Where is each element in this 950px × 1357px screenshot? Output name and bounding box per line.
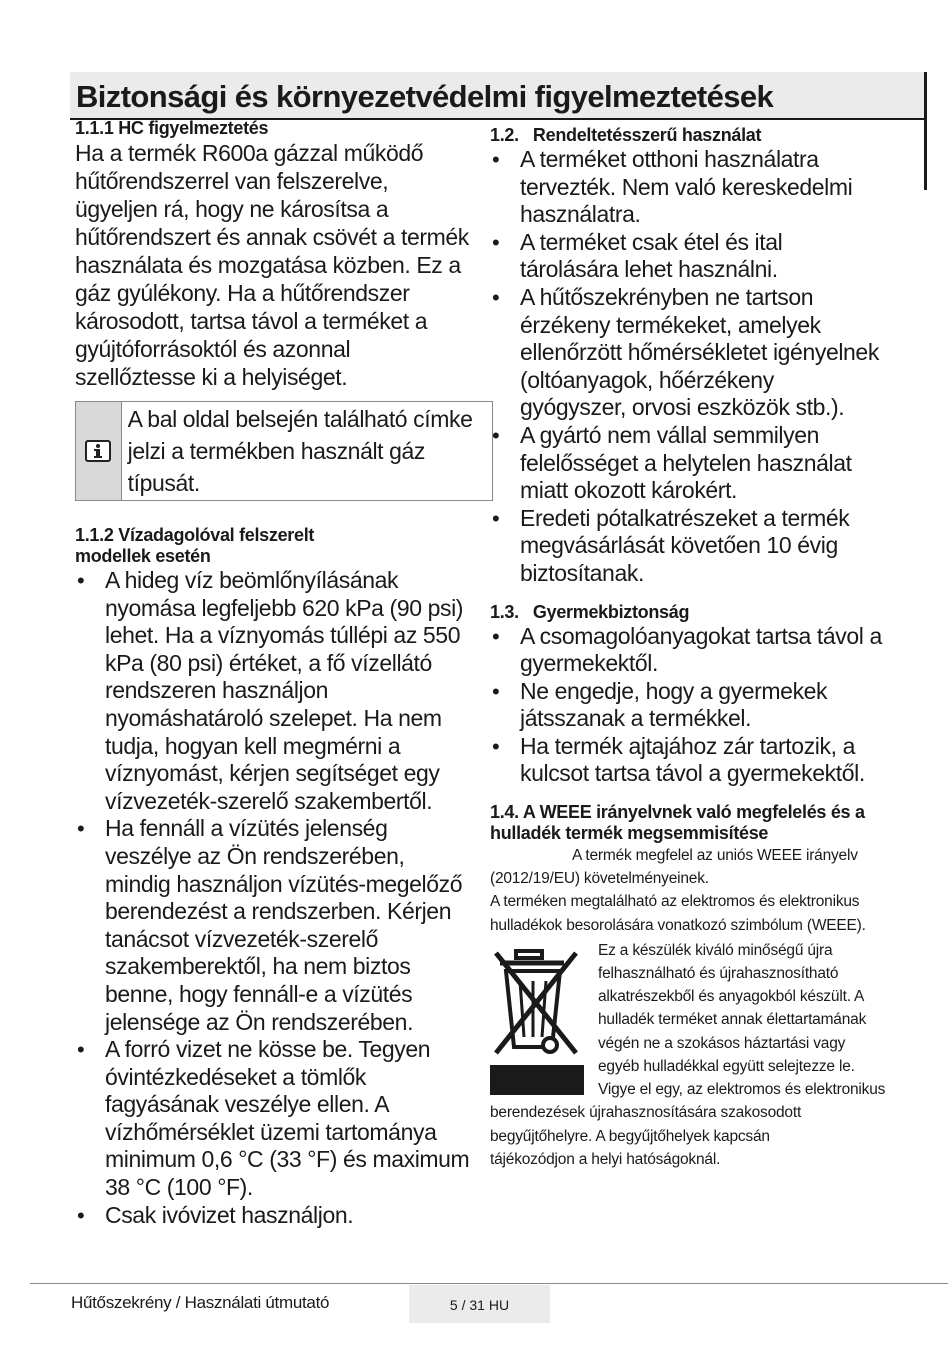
- list-item-text: A forró vizet ne kösse be. Tegyen óvintézkedéseket a tömlők fagyásának veszélye ellen. A vízhőmérséklet üzemi tartománya minimum 0,6 °C (33 °F) és maximum 38 °C (100 °F).: [105, 1036, 470, 1201]
- list-item: [490, 505, 885, 588]
- bullet-icon: •: [492, 422, 500, 448]
- list-item-text: A hűtőszekrényben ne tartson érzékeny termékeket, amelyek ellenőrzött hőmérsékletet igényelnek (oltóanyagok, hőérzékeny gyógyszer, orvosi eszközök stb.).: [520, 283, 879, 421]
- list-item-text: A gyártó nem vállal semmilyen felelősséget a helytelen használat miatt okozott károkért.: [520, 421, 852, 504]
- list-item: [75, 1202, 470, 1230]
- list-item-text: Eredeti pótalkatrészeket a termék megvásárlását követően 10 évig biztosítanak.: [520, 504, 850, 586]
- note-icon-cell: [76, 402, 122, 500]
- list-item: [490, 422, 885, 505]
- weee-paragraph-2: A terméken megtalálható az elektromos és elektronikus hulladékok besorolására vonatkozó szimbólum (WEEE).: [490, 893, 866, 934]
- bullet-icon: •: [77, 1202, 85, 1228]
- list-item: [75, 567, 470, 815]
- list-item: [75, 815, 470, 1036]
- list-item: [490, 623, 885, 678]
- footer-page-number: 5 / 31 HU: [409, 1285, 550, 1323]
- list-item: [490, 733, 885, 788]
- list-item-text: A csomagolóanyagokat tartsa távol a gyermekektől.: [520, 622, 882, 677]
- list-item: [490, 146, 885, 229]
- list-item: [490, 284, 885, 422]
- weee-heading: 1.4. A WEEE irányelvnek való megfelelés és a hulladék termék megsemmisítése: [490, 802, 865, 844]
- bullet-icon: •: [492, 229, 500, 255]
- water-dispenser-heading: 1.1.2 Vízadagolóval felszerelt modellek esetén: [75, 525, 315, 566]
- right-column: [490, 125, 930, 1171]
- bullet-icon: •: [492, 623, 500, 649]
- bullet-icon: •: [492, 678, 500, 704]
- list-item: [75, 1036, 470, 1202]
- page-title: Biztonsági és környezetvédelmi figyelmeztetések: [76, 79, 774, 114]
- bullet-icon: •: [492, 505, 500, 531]
- child-safety-heading: 1.3. Gyermekbiztonság: [490, 601, 690, 622]
- water-dispenser-list: [75, 567, 470, 1229]
- list-item: [490, 229, 885, 284]
- list-item-text: A hideg víz beömlőnyílásának nyomása legfeljebb 620 kPa (90 psi) lehet. Ha a víznyomás túllépi az 550 kPa (80 psi) értéket, a fő vízellátó rendszeren használjon nyomáshatároló szelepet. Ha nem tudja, hogyan kell megmérni a víznyomást, kérjen segítséget egy vízvezeték-szerelő szakembertől.: [105, 567, 464, 814]
- info-icon: [85, 440, 111, 462]
- weee-paragraph-4: berendezések újrahasznosítására szakosodott begyűjtőhelyre. A begyűjtőhelyek kapcsán tájékozódjon a helyi hatóságoknál.: [490, 1104, 802, 1168]
- footer-divider: [30, 1283, 948, 1284]
- hc-warning-heading: 1.1.1 HC figyelmeztetés: [75, 118, 269, 138]
- crossed-out-wheelie-bin-icon: [490, 941, 586, 1101]
- bullet-icon: •: [492, 147, 500, 172]
- bullet-icon: •: [77, 816, 85, 842]
- list-item-text: A terméket csak étel és ital tárolására lehet használni.: [520, 228, 783, 283]
- note-text: A bal oldal belsején található címke jelzi a termékben használt gáz típusát.: [127, 406, 473, 496]
- bullet-icon: •: [77, 1037, 85, 1063]
- hc-warning-paragraph: Ha a termék R600a gázzal működő hűtőrendszerrel van felszerelve, ügyeljen rá, hogy ne károsítsa a hűtőrendszert és annak csövét a termék használata és mozgatása közben. Ez a gáz gyúlékony. Ha a hűtőrendszer károsodott, tartsa távol a terméket a gyújtóforrásoktól és azonnal szellőztesse ki a helyiséget.: [75, 140, 469, 390]
- intended-use-heading: 1.2. Rendeltetésszerű használat: [490, 125, 762, 145]
- footer-document-title: Hűtőszekrény / Használati útmutató: [71, 1293, 330, 1312]
- bullet-icon: •: [492, 733, 500, 759]
- list-item: [490, 678, 885, 733]
- bullet-icon: •: [77, 568, 85, 593]
- note-box: [75, 401, 493, 501]
- child-safety-list: [490, 623, 885, 789]
- list-item-text: Ne engedje, hogy a gyermekek játsszanak a termékkel.: [520, 677, 828, 732]
- weee-paragraph-3: Ez a készülék kiváló minőségű újra felhasználható és újrahasznosítható alkatrészekből és anyagokból készült. A hulladék terméket annak élettartamának végén ne a szokásos háztartási vagy egyéb hulladékkal együtt selejtezze le. Vigye el egy, az elektromos és elektronikus: [598, 941, 886, 1099]
- weee-symbol-block: [490, 939, 930, 1101]
- section-title-bar: [70, 72, 927, 120]
- list-item-text: A terméket otthoni használatra tervezték. Nem való kereskedelmi használatra.: [520, 146, 853, 228]
- intended-use-list: [490, 146, 885, 588]
- bullet-icon: •: [492, 284, 500, 310]
- list-item-text: Csak ivóvizet használjon.: [105, 1201, 354, 1228]
- weee-paragraph-1: A termék megfelel az uniós WEEE irányelv (2012/19/EU) követelményeinek.: [490, 847, 858, 888]
- list-item-text: Ha termék ajtajához zár tartozik, a kulcsot tartsa távol a gyermekektől.: [520, 732, 865, 787]
- left-column: [75, 118, 490, 1229]
- list-item-text: Ha fennáll a vízütés jelenség veszélye az Ön rendszerében, mindig használjon vízütés-megelőző berendezést a rendszerben. Kérjen tanácsot vízvezeték-szerelő szakemberektől, ha nem biztos benne, hogy fennáll-e a vízütés jelensége az Ön rendszerében.: [105, 815, 463, 1035]
